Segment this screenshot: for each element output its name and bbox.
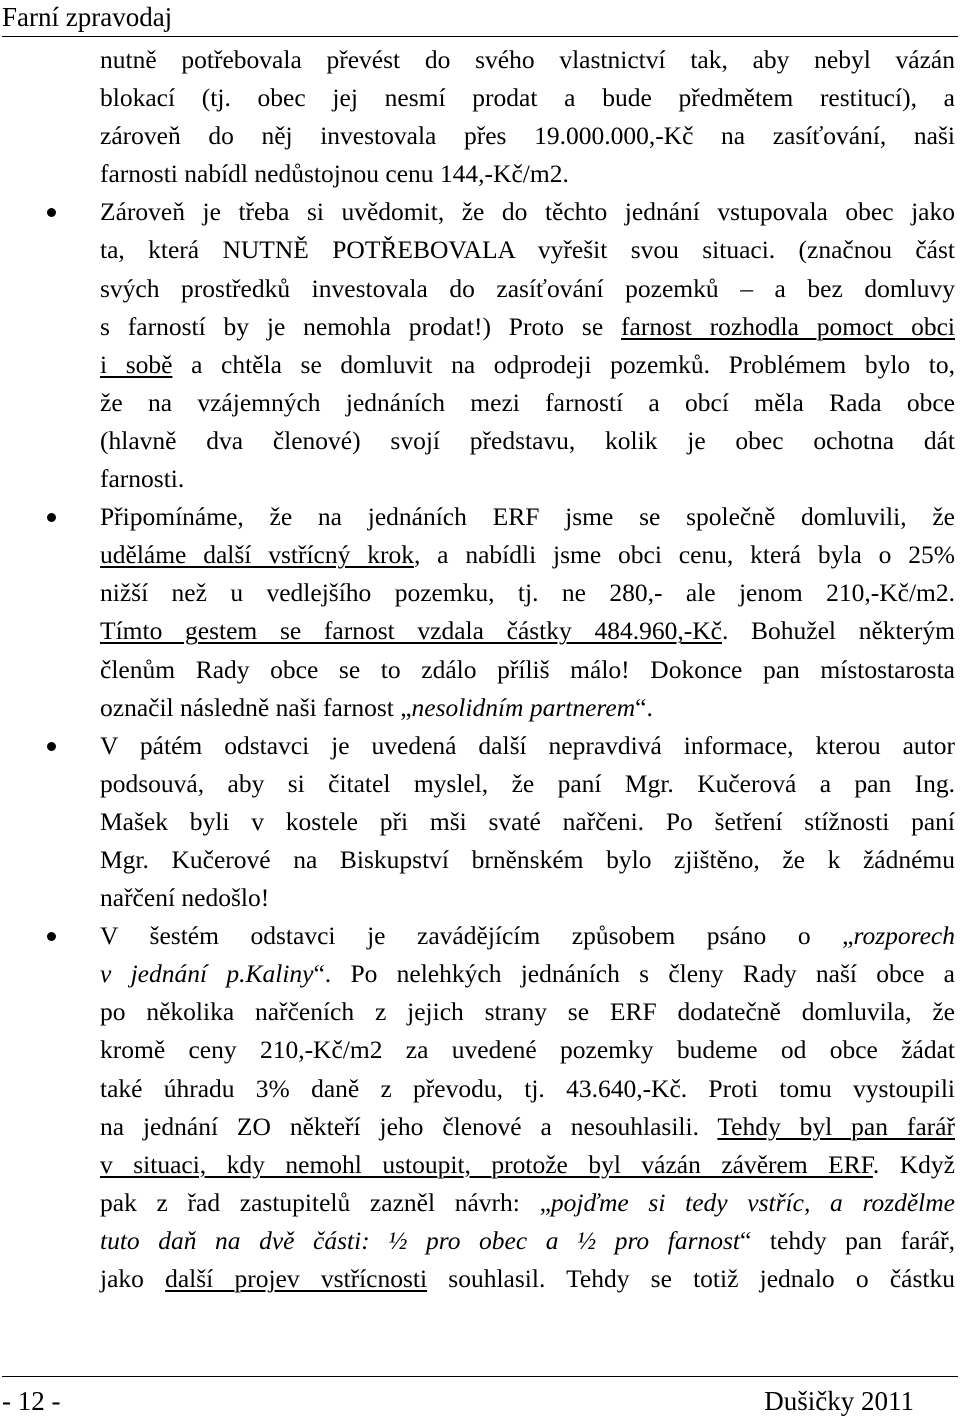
text-line: nutně potřebovala převést do svého vlastnictví tak, aby nebyl vázán	[100, 45, 955, 74]
text-line: podsouvá, aby si čitatel myslel, že paní Mgr. Kučerová a pan Ing.	[100, 768, 955, 798]
text-segment: “ tehdy pan farář,	[740, 1225, 955, 1255]
bullet-paragraph	[100, 917, 955, 1298]
underlined-text: uděláme další vstřícný krok	[100, 540, 414, 570]
page-number: - 12 -	[2, 1386, 61, 1416]
text-line: farnosti.	[100, 464, 185, 494]
text-line	[100, 1260, 955, 1298]
text-segment: . Bohužel některým	[721, 616, 955, 646]
text-line: Mgr. Kučerové na Biskupství brněnském bylo zjištěno, že k žádnému	[100, 844, 955, 874]
text-segment: souhlasil. Tehdy se totiž jednalo o částku	[427, 1264, 955, 1293]
bullet-paragraph	[100, 498, 955, 727]
text-line: V pátém odstavci je uvedená další nepravdivá informace, kterou autor	[100, 730, 955, 760]
text-segment: “. Po nelehkých jednáních s členy Rady naší obce a	[313, 959, 955, 989]
text-line	[100, 1108, 955, 1146]
text-line	[100, 917, 955, 955]
text-line: Zároveň je třeba si uvědomit, že do těchto jednání vstupovala obec jako	[100, 197, 955, 227]
page-header-title: Farní zpravodaj	[2, 2, 173, 32]
underlined-text: i sobě	[100, 349, 173, 379]
italic-text: rozporech	[853, 921, 955, 951]
text-line: po několika nařčeních z jejich strany se ERF dodatečně domluvila, že	[100, 997, 955, 1027]
underlined-text: v situaci, kdy nemohl ustoupit, protože byl vázán závěrem ERF	[100, 1149, 873, 1179]
text-segment: V šestém odstavci je zavádějícím způsobem psáno o „	[100, 921, 854, 951]
text-segment: pak z řad zastupitelů zazněl návrh: „	[100, 1187, 551, 1217]
text-line: farnosti nabídl nedůstojnou cenu 144,-Kč/m2.	[100, 159, 569, 189]
text-line	[100, 536, 955, 574]
italic-text: v jednání p.Kaliny	[100, 959, 314, 989]
underlined-text: farnost rozhodla pomoct obci	[621, 311, 955, 341]
text-segment: , a nabídli jsme obci cenu, která byla o 25%	[413, 540, 955, 570]
issue-label: Dušičky 2011	[764, 1386, 914, 1416]
underlined-text: Tímto gestem se farnost vzdala částky 484.960,-Kč	[100, 616, 722, 646]
text-segment: “.	[635, 692, 653, 722]
bullet-paragraph	[100, 727, 955, 917]
text-line	[100, 1146, 955, 1184]
text-line: blokací (tj. obec jej nesmí prodat a bude předmětem restitucí), a	[100, 83, 955, 113]
bullet-icon	[47, 742, 56, 751]
text-line: kromě ceny 210,-Kč/m2 za uvedené pozemky budeme od obce žádat	[100, 1035, 955, 1065]
text-line	[100, 689, 955, 727]
text-line: (hlavně dva členové) svojí představu, kolik je obec ochotna dát	[100, 425, 955, 455]
text-line: nařčení nedošlo!	[100, 883, 270, 913]
text-segment: označil následně naši farnost „	[100, 692, 412, 722]
text-line: členům Rady obce se to zdálo příliš málo! Dokonce pan místostarosta	[100, 654, 955, 684]
text-line: Připomínáme, že na jednáních ERF jsme se společně domluvili, že	[100, 502, 955, 532]
text-segment: jako	[100, 1264, 166, 1293]
underlined-text: Tehdy byl pan farář	[717, 1111, 955, 1141]
bullet-paragraph	[100, 193, 955, 498]
text-line	[100, 1222, 955, 1260]
italic-text: tuto daň na dvě části: ½ pro obec a ½ pro farnost	[100, 1225, 741, 1255]
text-line: Mašek byli v kostele při mši svaté nařčeni. Po šetření stížnosti paní	[100, 806, 955, 836]
text-segment: s farností by je nemohla prodat!) Proto se	[100, 311, 622, 341]
text-line: svých prostředků investovala do zasíťování pozemků – a bez domluvy	[100, 273, 955, 303]
bullet-icon	[47, 932, 56, 941]
italic-text: pojďme si tedy vstříc, a rozdělme	[550, 1187, 955, 1217]
bullet-icon	[47, 208, 56, 217]
text-line: také úhradu 3% daně z převodu, tj. 43.640,-Kč. Proti tomu vystoupili	[100, 1073, 955, 1103]
text-line	[100, 346, 955, 384]
text-line: ta, která NUTNĚ POTŘEBOVALA vyřešit svou situaci. (značnou část	[100, 235, 955, 265]
document-body	[100, 41, 955, 1298]
text-segment: . Když	[872, 1149, 955, 1179]
text-segment: na jednání ZO někteří jeho členové a nesouhlasili.	[100, 1111, 718, 1141]
text-line	[100, 612, 955, 650]
header-divider	[2, 36, 958, 37]
text-line	[100, 1184, 955, 1222]
text-line	[100, 955, 955, 993]
text-line: že na vzájemných jednáních mezi farností a obcí měla Rada obce	[100, 387, 955, 417]
text-segment: a chtěla se domluvit na odprodeji pozemků. Problémem bylo to,	[172, 349, 955, 379]
text-line: nižší než u vedlejšího pozemku, tj. ne 280,- ale jenom 210,-Kč/m2.	[100, 578, 955, 608]
text-line	[100, 308, 955, 346]
footer-divider	[2, 1376, 958, 1377]
text-line: zároveň do něj investovala přes 19.000.000,-Kč na zasíťování, naši	[100, 121, 955, 151]
underlined-text: další projev vstřícnosti	[165, 1264, 428, 1293]
paragraph-continuation	[100, 41, 955, 193]
italic-text: nesolidním partnerem	[411, 692, 636, 722]
bullet-icon	[47, 513, 56, 522]
